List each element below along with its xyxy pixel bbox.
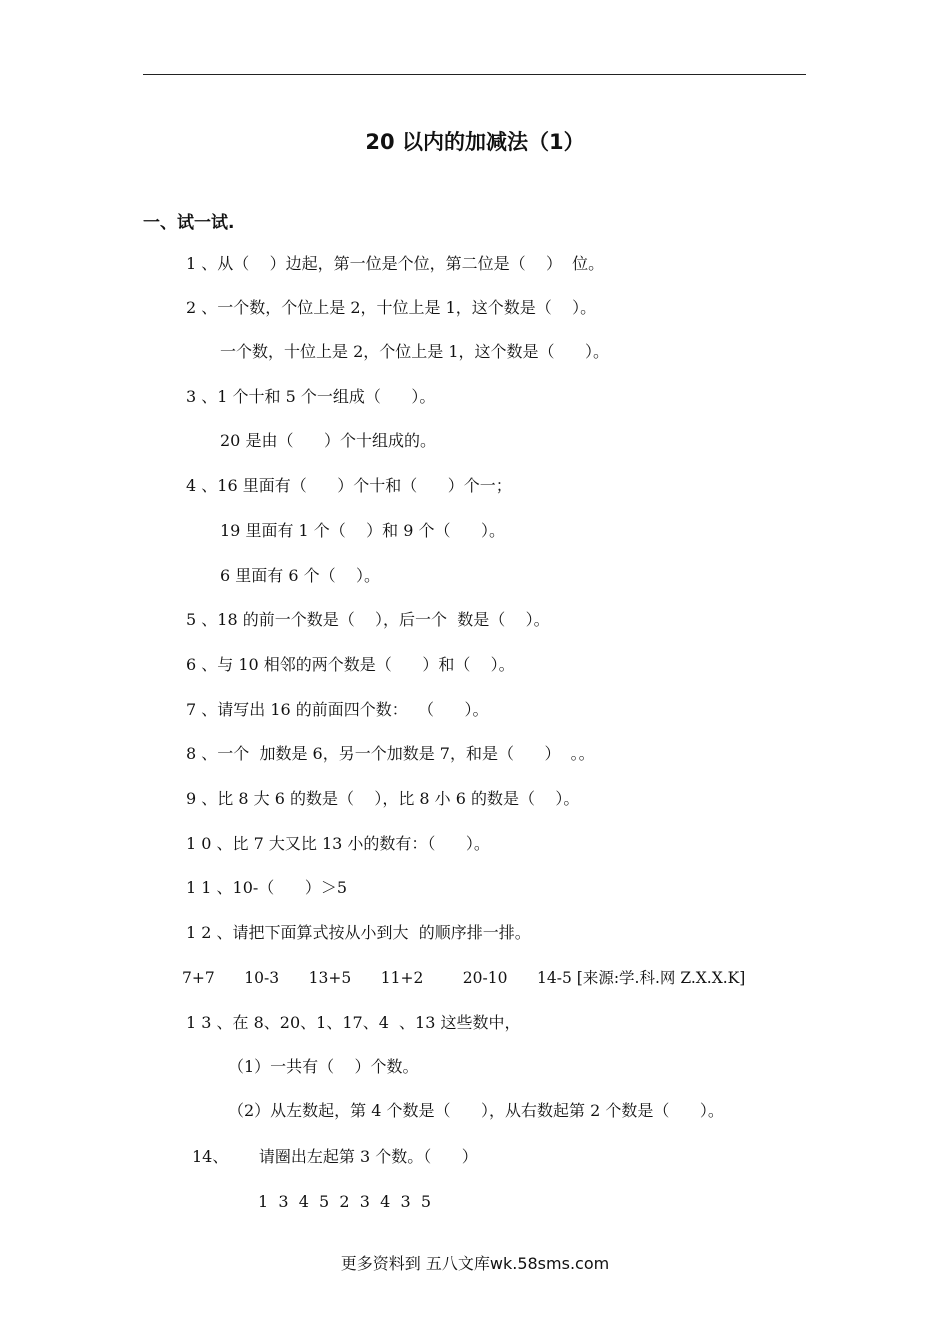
question-2: 2 、一个数，个位上是 2，十位上是 1，这个数是（ ）。 [186, 298, 597, 317]
question-12: 1 2 、请把下面算式按从小到大 的顺序排一排。 [186, 923, 531, 942]
question-5: 5 、18 的前一个数是（ ），后一个 数是（ ）。 [186, 610, 550, 629]
question-3: 3 、1 个十和 5 个一组成（ ）。 [186, 387, 436, 406]
footer-source: 更多资料到 五八文库wk.58sms.com [340, 1254, 610, 1273]
question-10: 1 0 、比 7 大又比 13 小的数有：（ ）。 [186, 834, 490, 853]
header-rule [143, 74, 806, 75]
question-13-part-1: （1）一共有（ ）个数。 [228, 1057, 419, 1076]
question-11: 1 1 、10-（ ）＞5 [186, 878, 347, 897]
page-title: 20 以内的加减法（1） [365, 130, 585, 154]
question-4-part-2: 19 里面有 1 个（ ）和 9 个（ ）。 [220, 521, 506, 540]
question-14: 14、 请圈出左起第 3 个数。（ ） [192, 1147, 478, 1166]
question-12-expressions: 7+7 10-3 13+5 11+2 20-10 14-5 [来源:学.科.网 Z.X.X.K] [182, 969, 746, 987]
question-9: 9 、比 8 大 6 的数是（ ），比 8 小 6 的数是（ ）。 [186, 789, 580, 808]
question-7: 7 、请写出 16 的前面四个数： （ ）。 [186, 700, 489, 719]
question-8: 8 、一个 加数是 6，另一个加数是 7，和是（ ） 。。 [186, 744, 595, 763]
question-4: 4 、16 里面有（ ）个十和（ ）个一； [186, 476, 512, 495]
question-3-part-2: 20 是由（ ）个十组成的。 [220, 431, 436, 450]
question-1: 1 、从（ ）边起，第一位是个位，第二位是（ ） 位。 [186, 254, 605, 273]
question-13: 1 3 、在 8、20、1、17、4 、13 这些数中， [186, 1013, 521, 1032]
question-4-part-3: 6 里面有 6 个（ ）。 [220, 566, 380, 585]
section-title: 一、试一试. [143, 213, 235, 233]
question-13-part-2: （2）从左数起，第 4 个数是（ ），从右数起第 2 个数是（ ）。 [228, 1101, 724, 1120]
question-14-numbers: 1 3 4 5 2 3 4 3 5 [258, 1192, 431, 1211]
question-6: 6 、与 10 相邻的两个数是（ ）和（ ）。 [186, 655, 515, 674]
question-2-part-2: 一个数，十位上是 2，个位上是 1，这个数是（ ）。 [220, 342, 610, 361]
